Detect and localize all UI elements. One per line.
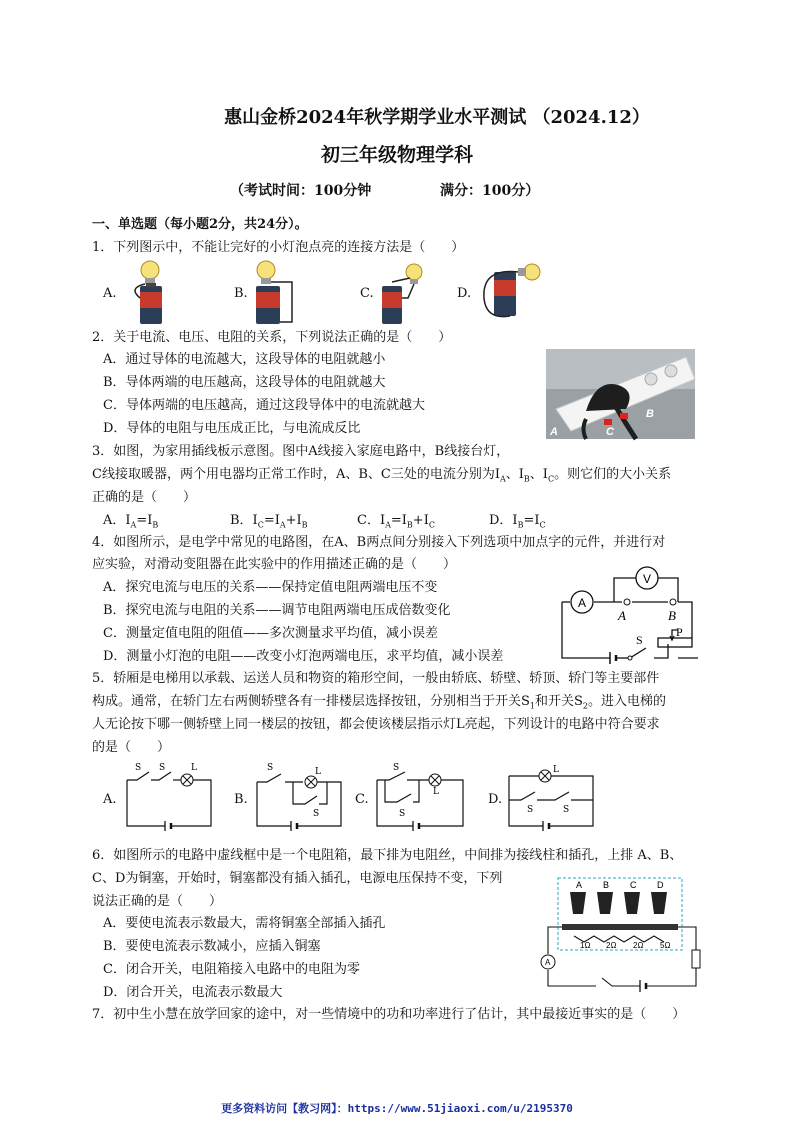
q6-resistance-box-figure [540,876,706,996]
q5-option-b: B. [234,792,248,807]
q3-label-c: C [606,426,614,438]
q1-option-a: A. [103,286,117,301]
svg-text:S: S [313,809,320,819]
q5-option-c: C. [355,792,369,807]
q6-resistor-1: 1Ω [580,941,591,950]
q5-line-3: 人无论按下哪一侧轿壁上同一楼层的按钮，都会使该楼层指示灯L亮起，下列设计的电路中符合要求 [92,717,660,732]
q6-resistor-2: 2Ω [606,941,617,950]
q1-figure-c [372,258,442,326]
svg-text:S: S [399,809,406,819]
q6-ammeter-label: A [545,958,551,967]
q2-stem: 2．关于电流、电压、电阻的关系，下列说法正确的是（ ） [92,330,452,345]
section-heading: 一、单选题（每小题2分，共24分）。 [92,217,308,232]
q2-option-c: C．导体两端的电压越高，通过这段导体中的电流就越大 [103,398,425,413]
q3-label-a: A [550,426,558,438]
q6-plug-label-c: C [630,880,637,890]
q4-option-c: C．测量定值电阻的阻值——多次测量求平均值，减小误差 [103,626,438,641]
q3-line-3: 正确的是（ ） [92,490,197,505]
q4-line-1: 4．如图所示，是电学中常见的电路图，在A、B两点间分别接入下列选项中加点字的元件，并进行对 [92,535,666,550]
q6-plug-label-a: A [576,880,583,890]
q4-circuit-figure [550,564,710,664]
svg-text:L: L [433,787,439,797]
footer-link[interactable]: 更多资料访问【教习网】：https://www.51jiaoxi.com/u/2195370 [221,1102,573,1115]
svg-text:S: S [563,805,570,815]
q6-line-2: C、D为铜塞，开始时，铜塞都没有插入插孔，电源电压保持不变，下列 [92,871,503,886]
q3-line-2-tail: 。则它们的大小关系 [554,467,672,482]
q4-slider-label: P [676,625,683,639]
q2-option-b: B．导体两端的电压越高，这段导体的电阻就越大 [103,375,386,390]
q6-option-a: A．要使电流表示数最大，需将铜塞全部插入插孔 [103,916,386,931]
svg-text:S: S [267,763,274,773]
svg-text:S: S [135,763,142,773]
q4-point-b: B [668,608,676,623]
q4-option-a: A．探究电流与电压的关系——保持定值电阻两端电压不变 [103,580,438,595]
q5-circuit-d [505,760,600,830]
q6-option-b: B．要使电流表示数减小，应插入铜塞 [103,939,321,954]
q5-line-1: 5．轿厢是电梯用以承载、运送人员和物资的箱形空间，一般由轿底、轿壁、轿顶、轿门等主要部件 [92,671,660,686]
svg-text:L: L [553,765,559,775]
q6-option-d: D．闭合开关，电流表示数最大 [103,985,283,1000]
page-title: 惠山金桥2024年秋学期学业水平测试 （2024.12） [224,107,650,128]
q3-line-1: 3．如图，为家用插线板示意图。图中A线接入家庭电路中，B线接台灯， [92,444,510,459]
q3-option-b: B．$I_C=I_A+I_B$ [230,513,308,530]
q3-option-d: D．$I_B=I_C$ [489,513,546,530]
q1-option-c: C. [360,286,374,301]
q5-circuit-c [375,760,470,830]
q1-option-d: D. [457,286,472,301]
q5-line-4: 的是（ ） [92,740,171,755]
q1-stem: 1．下列图示中，不能让完好的小灯泡点亮的连接方法是（ ） [92,240,465,255]
q1-figure-a [118,258,188,326]
svg-text:S: S [159,763,166,773]
q2-option-a: A．通过导体的电流越大，这段导体的电阻就越小 [103,352,386,367]
q3-line-2-text: C线接取暖器，两个用电器均正常工作时，A、B、C三处的电流分别为I [92,467,500,482]
q6-line-3: 说法正确的是（ ） [92,894,223,909]
q5-circuit-b [255,760,345,830]
q6-plug-label-b: B [603,880,610,890]
full-score: 满分：100分） [440,183,540,199]
q6-resistor-4: 5Ω [660,941,671,950]
q7-stem: 7．初中生小慧在放学回家的途中，对一些情境中的功和功率进行了估计，其中最接近事实的是（ ） [92,1007,686,1022]
exam-time: （考试时间：100分钟 [230,183,372,199]
q4-option-d: D．测量小灯泡的电阻——改变小灯泡两端电压，求平均值，减小误差 [103,649,504,664]
q6-option-c: C．闭合开关，电阻箱接入电路中的电阻为零 [103,962,360,977]
q3-option-c: C．$I_A=I_B+I_C$ [357,513,435,530]
q1-figure-b [242,258,312,326]
q4-voltmeter-label: V [643,572,652,586]
page-subtitle: 初三年级物理学科 [320,144,473,166]
q6-line-1: 6．如图所示的电路中虚线框中是一个电阻箱，最下排为电阻丝，中间排为接线柱和插孔，上排 A、B、 [92,848,683,863]
q4-option-b: B．探究电流与电阻的关系——调节电阻两端电压成倍数变化 [103,603,451,618]
q3-line-2: C线接取暖器，两个用电器均正常工作时，A、B、C三处的电流分别为$I_A$、$I_B$、$I_C$。则它们的大小关系 [92,467,672,484]
q5-line-2: 构成。通常，在轿门左右两侧轿壁各有一排楼层选择按钮，分别相当于开关$S_1$和开关$S_2$。进入电梯的 [92,694,667,711]
q4-switch-label: S [636,633,643,647]
svg-text:S: S [393,763,400,773]
q3-label-b: B [646,408,654,420]
q3-power-strip-figure [546,349,695,439]
svg-text:L: L [191,763,197,773]
q1-figure-d [478,258,548,326]
q4-point-a: A [618,608,626,623]
q2-option-d: D．导体的电阻与电压成正比，与电流成反比 [103,421,361,436]
q5-option-a: A. [103,792,117,807]
svg-text:S: S [527,805,534,815]
q3-option-a: A．$I_A=I_B$ [103,513,159,530]
q5-option-d: D. [488,792,503,807]
q6-plug-label-d: D [657,880,664,890]
q1-option-b: B. [234,286,248,301]
svg-text:L: L [315,767,321,777]
q4-ammeter-label: A [578,596,587,610]
q5-circuit-a [125,760,215,830]
q4-line-2: 应实验，对滑动变阻器在此实验中的作用描述正确的是（ ） [92,557,457,572]
q6-resistor-3: 2Ω [633,941,644,950]
